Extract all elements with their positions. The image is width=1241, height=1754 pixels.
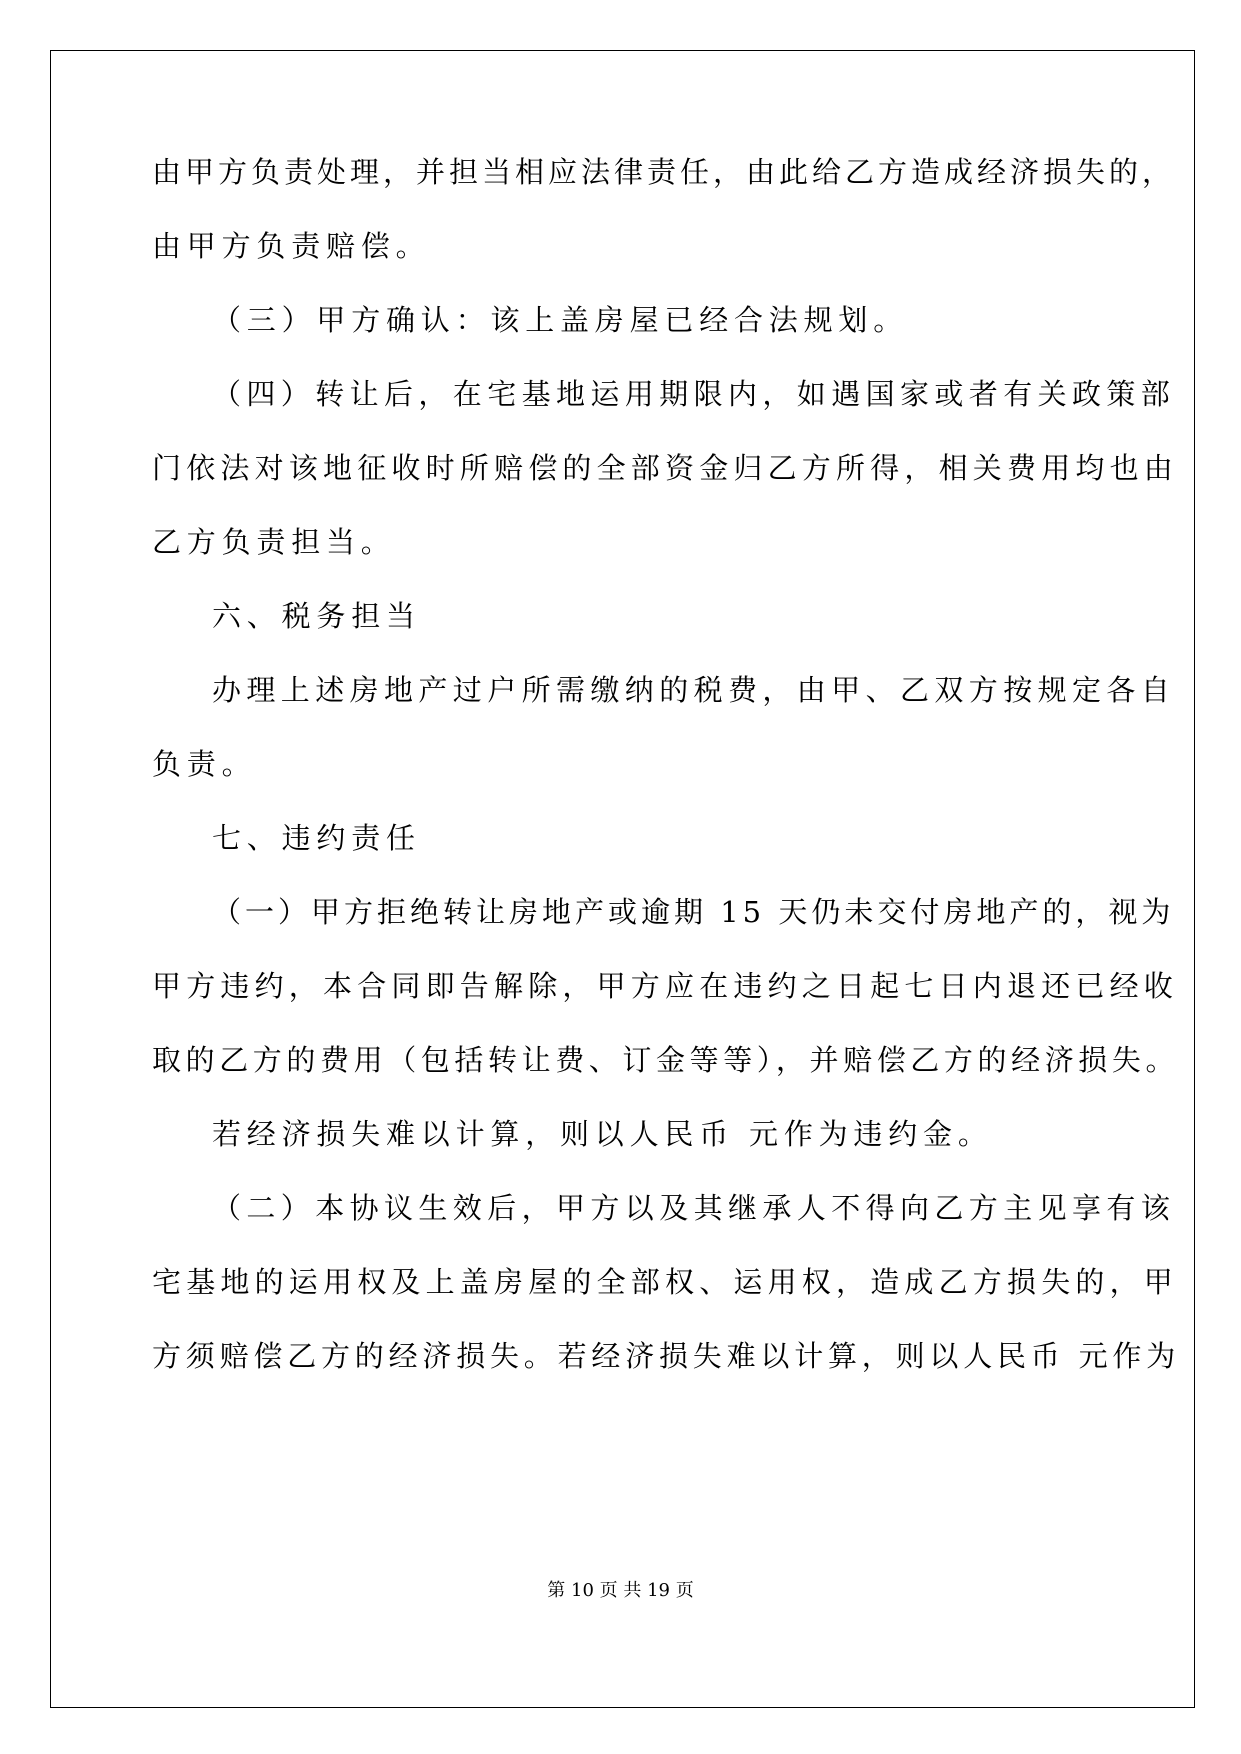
page-number: 第 10 页 共 19 页: [547, 1580, 694, 1601]
text-line: 乙方负责担当。: [152, 525, 396, 559]
text-line: （一）甲方拒绝转让房地产或逾期 15 天仍未交付房地产的，视为: [212, 895, 1175, 929]
text-line: 甲方违约，本合同即告解除，甲方应在违约之日起七日内退还已经收: [152, 969, 1179, 1003]
text-line: 由甲方负责赔偿。: [152, 229, 431, 263]
text-line: 办理上述房地产过户所需缴纳的税费，由甲、乙双方按规定各自: [212, 673, 1176, 707]
text-line: （四）转让后，在宅基地运用期限内，如遇国家或者有关政策部: [212, 377, 1176, 411]
text-line: 负责。: [152, 747, 257, 781]
text-line: （二）本协议生效后，甲方以及其继承人不得向乙方主见享有该: [212, 1191, 1176, 1225]
page-border: [50, 50, 1195, 1708]
text-line: 取的乙方的费用（包括转让费、订金等等），并赔偿乙方的经济损失。: [152, 1043, 1180, 1077]
section-heading: 六、税务担当: [212, 599, 421, 633]
section-heading: 七、违约责任: [212, 821, 421, 855]
text-line: 方须赔偿乙方的经济损失。若经济损失难以计算，则以人民币 元作为: [152, 1339, 1181, 1373]
text-line: 门依法对该地征收时所赔偿的全部资金归乙方所得，相关费用均也由: [152, 451, 1179, 485]
text-line: 宅基地的运用权及上盖房屋的全部权、运用权，造成乙方损失的，甲: [152, 1265, 1179, 1299]
text-line: 若经济损失难以计算，则以人民币 元作为违约金。: [212, 1117, 993, 1151]
text-line: （三）甲方确认：该上盖房屋已经合法规划。: [212, 303, 909, 337]
text-line: 由甲方负责处理，并担当相应法律责任，由此给乙方造成经济损失的，: [152, 155, 1176, 189]
